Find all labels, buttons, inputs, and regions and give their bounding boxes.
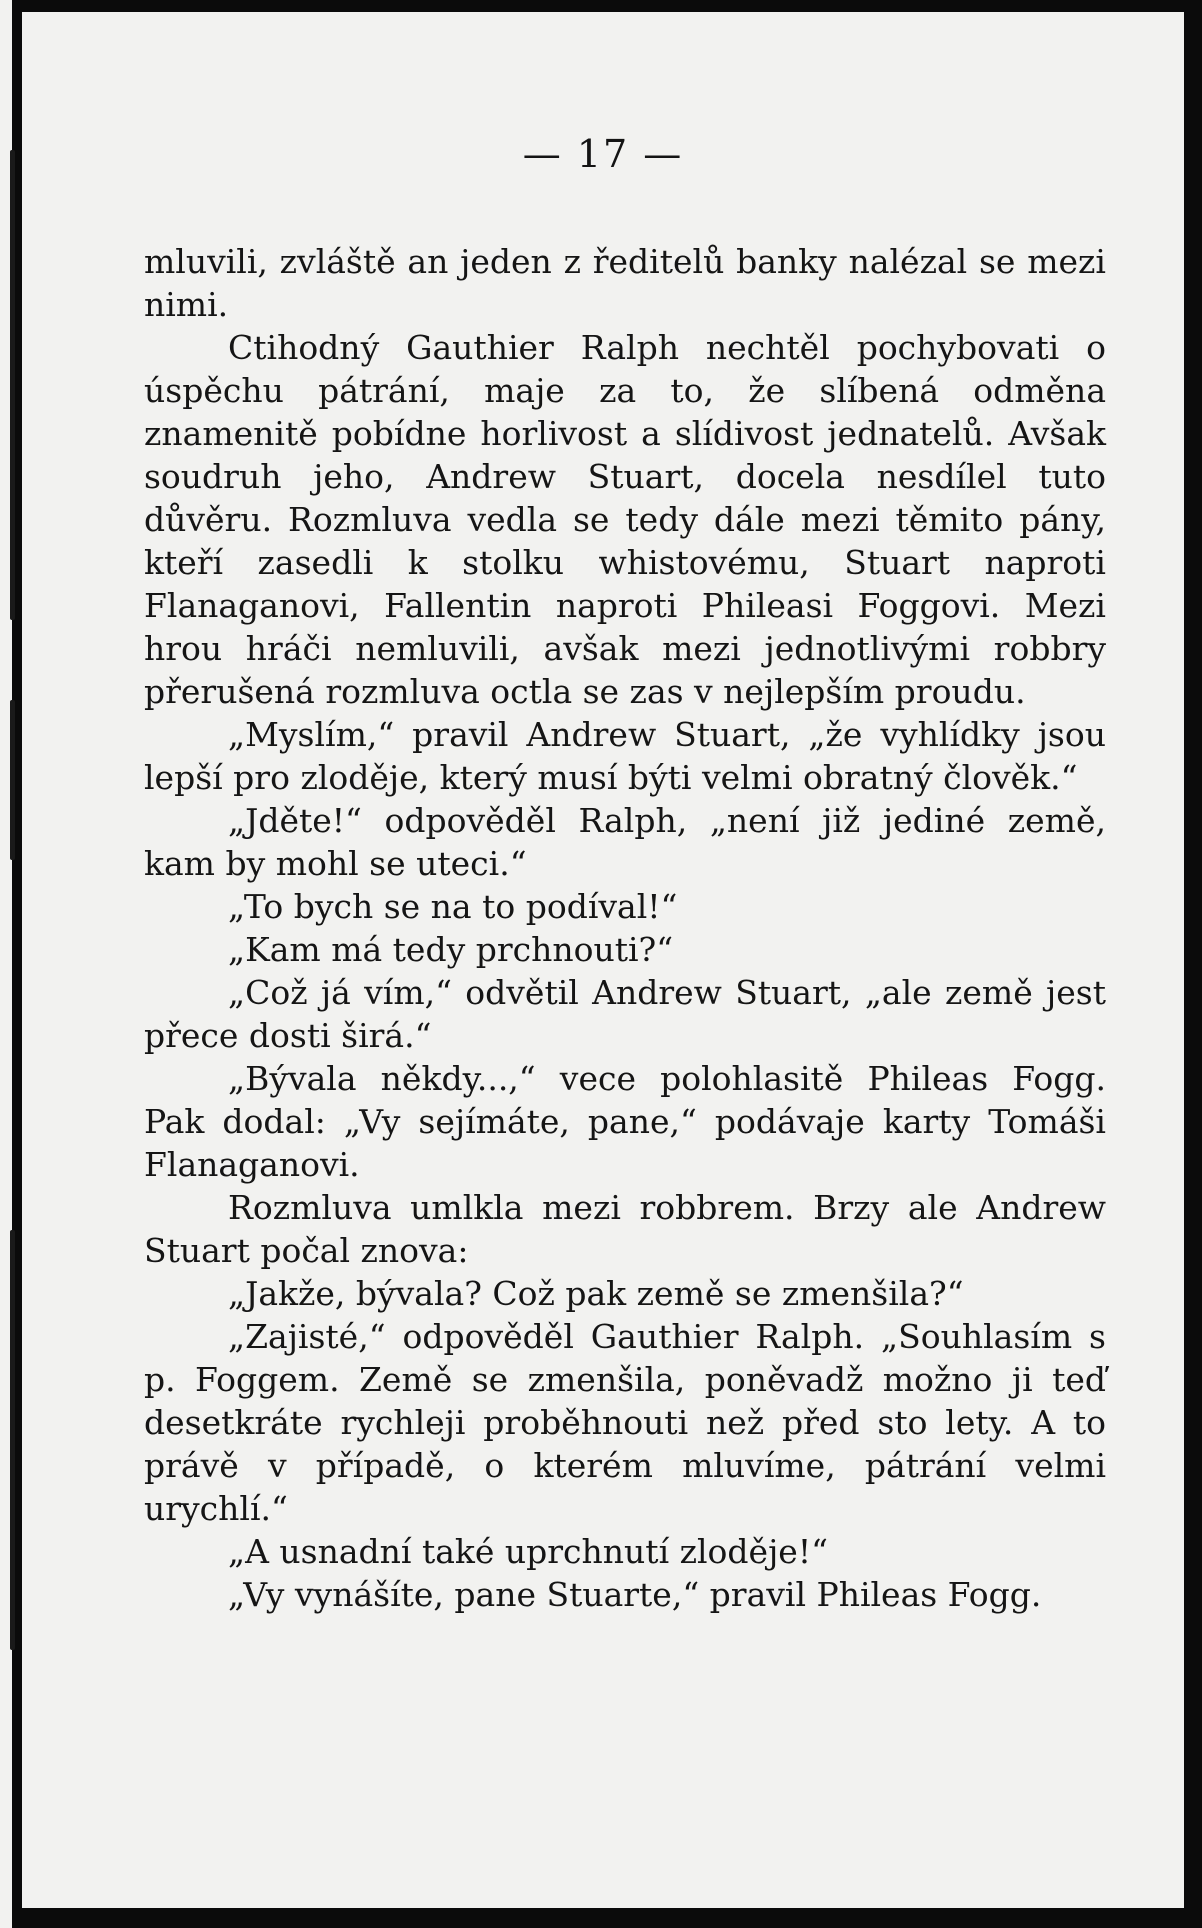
binding-edge-mark	[10, 150, 15, 620]
paragraph: „Jakže, bývala? Což pak země se zmenšila?“	[228, 1274, 964, 1313]
page-body-text	[144, 240, 1106, 1616]
binding-edge-mark	[10, 700, 15, 860]
paragraph: „Zajisté,“ odpověděl Gauthier Ralph. „Souhlasím s p. Foggem. Země se zmenšila, poněvadž možno ji teď desetkráte rychleji proběhnouti než před sto lety. A to právě v případě, o kterém mluvíme, pátrání velmi urychlí.“	[144, 1317, 1106, 1528]
paragraph: „Myslím,“ pravil Andrew Stuart, „že vyhlídky jsou lepší pro zloděje, který musí býti velmi obratný člověk.“	[144, 715, 1106, 797]
paragraph: „Kam má tedy prchnouti?“	[228, 930, 674, 969]
paragraph: Rozmluva umlkla mezi robbrem. Brzy ale Andrew Stuart počal znova:	[144, 1188, 1106, 1270]
page-number: — 17 —	[522, 132, 684, 176]
paragraph: „Bývala někdy...,“ vece polohlasitě Phileas Fogg. Pak dodal: „Vy sejímáte, pane,“ podávaje karty Tomáši Flanaganovi.	[144, 1059, 1106, 1184]
binding-edge-mark	[10, 1230, 15, 1650]
paragraph: Ctihodný Gauthier Ralph nechtěl pochybovati o úspěchu pátrání, maje za to, že slíbená odměna znamenitě pobídne horlivost a slídivost jednatelů. Avšak soudruh jeho, Andrew Stuart, docela nesdílel tuto důvěru. Rozmluva vedla se tedy dále mezi těmito pány, kteří zasedli k stolku whistovému, Stuart naproti Flanaganovi, Fallentin naproti Phileasi Foggovi. Mezi hrou hráči nemluvili, avšak mezi jednotlivými robbry přerušená rozmluva octla se zas v nejlepším proudu.	[144, 328, 1106, 711]
paragraph: „Vy vynášíte, pane Stuarte,“ pravil Phileas Fogg.	[228, 1575, 1042, 1614]
paragraph: „Jděte!“ odpověděl Ralph, „není již jediné země, kam by mohl se uteci.“	[144, 801, 1106, 883]
paragraph: „To bych se na to podíval!“	[228, 887, 678, 926]
paragraph: „Což já vím,“ odvětil Andrew Stuart, „ale země jest přece dosti širá.“	[144, 973, 1106, 1055]
paragraph: „A usnadní také uprchnutí zloděje!“	[228, 1532, 828, 1571]
book-page	[22, 12, 1184, 1908]
paragraph: mluvili, zvláště an jeden z ředitelů banky nalézal se mezi nimi.	[144, 242, 1106, 324]
